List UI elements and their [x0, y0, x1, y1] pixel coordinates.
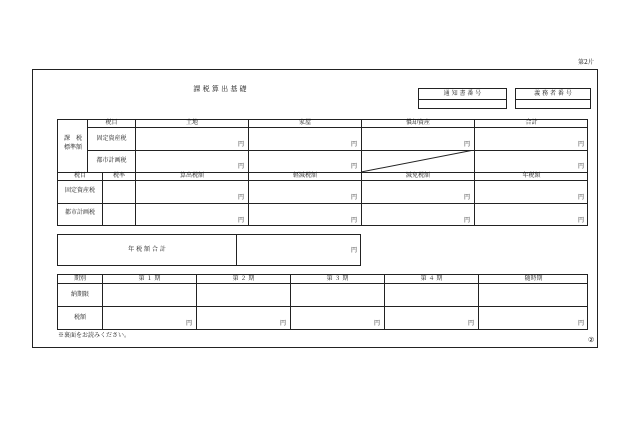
base-col-depreciable-assets: 償却資産: [405, 119, 430, 126]
yen-mark: 円: [464, 217, 471, 224]
base-col-land: 土地: [185, 119, 198, 126]
yen-mark: 円: [351, 247, 358, 254]
amount-col-reduction: 軽減税額: [292, 172, 317, 179]
yen-mark: 円: [578, 194, 585, 201]
period-col-4: 第 ４ 期: [420, 275, 443, 282]
notice-number-box: [418, 88, 507, 109]
amount-col-annual-tax: 年税額: [522, 172, 541, 179]
yen-mark: 円: [578, 217, 585, 224]
period-col-3: 第 ３ 期: [326, 275, 349, 282]
period-row-due-date: 納期限: [70, 291, 89, 298]
period-header-item: 期別: [73, 275, 86, 282]
yen-mark: 円: [186, 320, 193, 327]
base-col-house: 家屋: [298, 119, 311, 126]
footer-note: ※裏面をお読みください。: [58, 332, 131, 339]
taxpayer-number-label: 義 務 者 番 号: [534, 90, 572, 97]
yen-mark: 円: [374, 320, 381, 327]
base-header-item: 税目: [105, 119, 118, 126]
page-mark: ②: [588, 336, 595, 344]
period-col-2: 第 ２ 期: [232, 275, 255, 282]
tax-base-vertical-label-2: 標準額: [63, 144, 82, 151]
amount-col-calculated: 算出税額: [179, 172, 204, 179]
yen-mark: 円: [351, 217, 358, 224]
yen-mark: 円: [578, 141, 585, 148]
yen-mark: 円: [238, 194, 245, 201]
period-col-anytime: 随時期: [524, 275, 543, 282]
yen-mark: 円: [238, 217, 245, 224]
base-row-city-planning-tax: 都市計画税: [96, 157, 127, 164]
yen-mark: 円: [351, 141, 358, 148]
annual-total-label: 年 税 額 合 計: [128, 246, 166, 253]
period-row-tax-amount: 税額: [73, 314, 86, 321]
yen-mark: 円: [578, 320, 585, 327]
form-title: 課 税 算 出 基 礎: [193, 85, 247, 93]
amount-row-city-planning-tax: 都市計画税: [64, 209, 95, 216]
yen-mark: 円: [238, 163, 245, 170]
yen-mark: 円: [468, 320, 475, 327]
yen-mark: 円: [578, 163, 585, 170]
taxpayer-number-box: [515, 88, 591, 109]
amount-row-fixed-asset-tax: 固定資産税: [64, 187, 95, 194]
page-label: 第2片: [578, 59, 594, 66]
base-row-fixed-asset-tax: 固定資産税: [96, 135, 127, 142]
amount-col-exemption: 減免税額: [405, 172, 430, 179]
tax-base-vertical-label-1: 課 税: [63, 135, 82, 142]
notice-number-label: 通 知 書 番 号: [443, 90, 482, 97]
yen-mark: 円: [351, 194, 358, 201]
yen-mark: 円: [238, 141, 245, 148]
yen-mark: 円: [280, 320, 287, 327]
yen-mark: 円: [464, 194, 471, 201]
yen-mark: 円: [464, 141, 471, 148]
not-applicable-slash: [361, 150, 474, 172]
yen-mark: 円: [351, 163, 358, 170]
period-col-1: 第 １ 期: [138, 275, 161, 282]
base-col-total: 合計: [525, 119, 538, 126]
amount-col-tax-item: 税目: [73, 172, 86, 179]
amount-col-rate: 税率: [112, 172, 125, 179]
